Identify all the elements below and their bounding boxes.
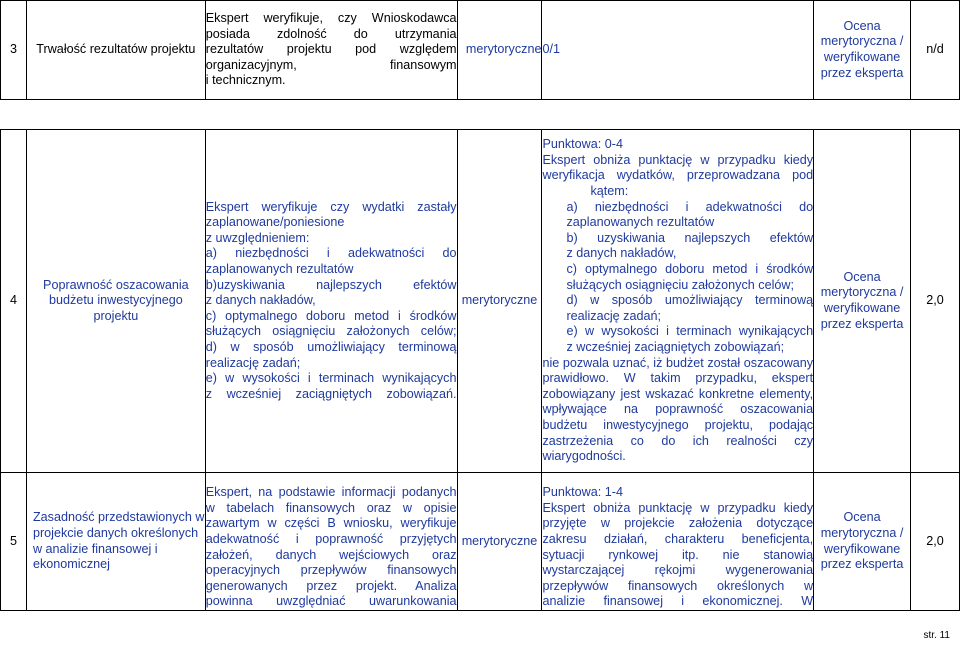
criterion-name: Trwałość rezultatów projektu bbox=[26, 1, 205, 100]
row-number: 4 bbox=[1, 130, 27, 473]
evaluation-method: Ocena merytoryczna / weryfikowane przez eksperta bbox=[814, 130, 911, 473]
criterion-description: Ekspert weryfikuje czy wydatki zastały zaplanowane/poniesione z uwzględnieniem: a) niezbędności i adekwatności do zaplanowanych rezultatów b)uzyskiwania najlepszych efektów z danych nakładów, c) optymalnego doboru metod i środków służących osiągnięciu założonych celów; d) w sposób umożliwiający terminową realizację zadań; e) w wysokości i terminach wynikających z wcześniej zaciągniętych zobowiązań. bbox=[205, 130, 457, 473]
row-number: 5 bbox=[1, 473, 27, 611]
criterion-name: Poprawność oszacowania budżetu inwestycyjnego projektu bbox=[26, 130, 205, 473]
max-points: 2,0 bbox=[911, 130, 960, 473]
max-points: n/d bbox=[911, 1, 960, 100]
table-row bbox=[1, 473, 960, 611]
criterion-description: Ekspert, na podstawie informacji podanych w tabelach finansowych oraz w opisie zawartym w części B wniosku, weryfikuje adekwatność i poprawność przyjętych założeń, danych wejściowych oraz operacyjnych przepływów finansowych generowanych przez projekt. Analiza powinna uwzględniać uwarunkowania bbox=[205, 473, 457, 611]
scoring-method: Punktowa: 1-4 Ekspert obniża punktację w przypadku kiedy przyjęte w projekcie założenia dotyczące zakresu działań, charakteru beneficjenta, sytuacji rynkowej itp. nie stanowią wystarczającej rękojmi wygenerowania przepływów finansowych określonych w analizie finansowej i ekonomicznej. W bbox=[542, 473, 814, 611]
table-row bbox=[1, 130, 960, 473]
evaluation-method: Ocena merytoryczna / weryfikowane przez eksperta bbox=[814, 473, 911, 611]
criterion-name: Zasadność przedstawionych w projekcie danych określonych w analizie finansowej i ekonomicznej bbox=[26, 473, 205, 611]
scoring-method: Punktowa: 0-4 Ekspert obniża punktację w przypadku kiedy weryfikacja wydatków, przeprowadzana pod kątem: a) niezbędności i adekwatności do zaplanowanych rezultatów b) uzyskiwania najlepszych efektów z danych nakładów, c) optymalnego doboru metod i środków służących osiągnięciu założonych celów; d) w sposób umożliwiający terminową realizację zadań; e) w wysokości i terminach wynikających z wcześniej zaciągniętych zobowiązań; nie pozwala uznać, iż budżet został oszacowany prawidłowo. W takim przypadku, ekspert zobowiązany jest wskazać konkretne elementy, wpływające na poprawność oszacowania budżetu inwestycyjnego projektu, podając zastrzeżenia co do ich realności czy wiarygodności. bbox=[542, 130, 814, 473]
table-row bbox=[1, 1, 960, 100]
criterion-type: merytoryczne bbox=[457, 473, 542, 611]
table-gap bbox=[1, 100, 960, 130]
page-number: str. 11 bbox=[923, 630, 950, 641]
criterion-type: merytoryczne bbox=[457, 1, 542, 100]
evaluation-method: Ocena merytoryczna / weryfikowane przez eksperta bbox=[814, 1, 911, 100]
row-number: 3 bbox=[1, 1, 27, 100]
criterion-description: Ekspert weryfikuje, czy Wnioskodawca posiada zdolność do utrzymania rezultatów projektu pod względem organizacyjnym, finansowym i technicznym. bbox=[205, 1, 457, 100]
max-points: 2,0 bbox=[911, 473, 960, 611]
scoring-method: 0/1 bbox=[542, 1, 814, 100]
criterion-type: merytoryczne bbox=[457, 130, 542, 473]
